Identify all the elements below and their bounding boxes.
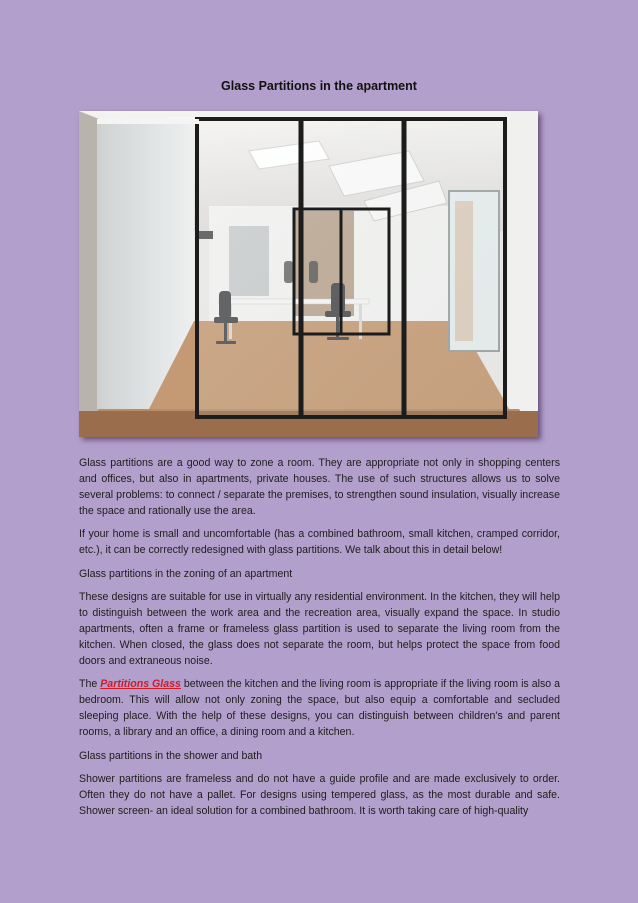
paragraph-kitchen-living-lead: The bbox=[79, 678, 101, 691]
paragraph-kitchen-living-rest: between the kitchen and the living room is appropriate if the living room is also a bedroom. This will allow not only zoning the space, but also equip a comfortable and secluded sleeping place. With the help of these designs, you can distinguish between children's and parent rooms, a library and an office, a dining room and a kitchen. bbox=[79, 678, 560, 739]
photo-illustration bbox=[79, 111, 538, 437]
paragraph-intro: Glass partitions are a good way to zone a room. They are appropriate not only in shopping centers and offices, but also in apartments, private houses. The use of such structures allows us to solve several problems: to connect / separate the premises, to strengthen sound insulation, visually increase the space and rationally use the area. bbox=[79, 457, 560, 518]
page-title: Glass Partitions in the apartment bbox=[221, 79, 417, 93]
subheading-zoning: Glass partitions in the zoning of an apartment bbox=[79, 567, 293, 580]
paragraph-shower: Shower partitions are frameless and do not have a guide profile and are made exclusively to order. Often they do not have a pallet. For designs using tempered glass, as the most durable and safe. Shower screen- an ideal solution for a combined bathroom. It is worth taking care of high-quality bbox=[79, 772, 560, 817]
partitions-glass-link[interactable]: Partitions Glass bbox=[100, 678, 181, 691]
paragraph-small-home: If your home is small and uncomfortable (has a combined bathroom, small kitchen, cramped corridor, etc.), it can be correctly redesigned with glass partitions. We talk about this in detail below! bbox=[79, 528, 560, 557]
paragraph-kitchen-living bbox=[79, 676, 560, 740]
subheading-shower: Glass partitions in the shower and bath bbox=[79, 749, 263, 762]
paragraph-designs: These designs are suitable for use in virtually any residential environment. In the kitchen, they will help to distinguish between the work area and the recreation area, visually expand the space. In studio apartments, often a frame or frameless glass partition is used to separate the living room from the kitchen. When closed, the glass does not separate the room, but helps protect the space from food doors and extraneous noise. bbox=[79, 590, 560, 668]
article-body bbox=[79, 455, 560, 826]
glass-partition-photo bbox=[79, 111, 538, 437]
